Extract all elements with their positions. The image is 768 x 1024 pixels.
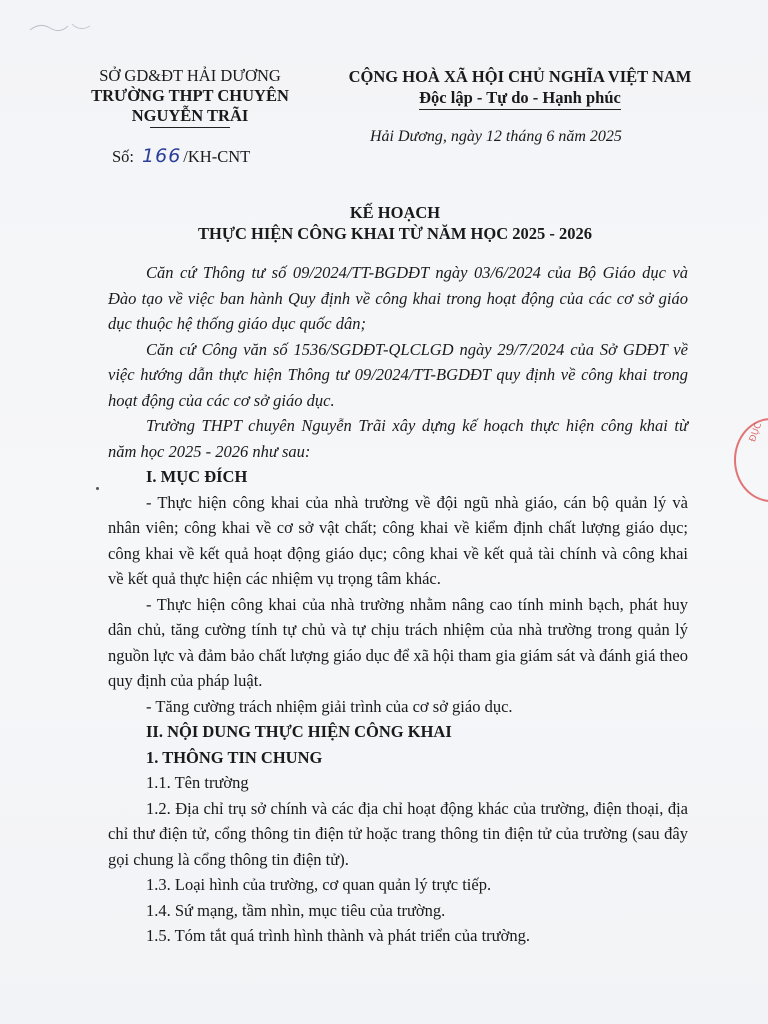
item-1-3: 1.3. Loại hình của trường, cơ quan quản lý trực tiếp. bbox=[146, 875, 492, 894]
item-1-4: 1.4. Sứ mạng, tầm nhìn, mục tiêu của trường. bbox=[146, 900, 446, 920]
doc-number-suffix: /KH-CNT bbox=[183, 147, 251, 166]
preamble-paragraph-2: Căn cứ Công văn số 1536/SGDĐT-QLCLGD ngày 29/7/2024 của Sở GDĐT về việc hướng dẫn thực hiện Thông tư 09/2024/TT-BGDĐT quy định về công khai trong hoạt động của các cơ sở giáo dục. bbox=[108, 339, 688, 410]
nation-name: CỘNG HOÀ XÃ HỘI CHỦ NGHĨA VIỆT NAM bbox=[348, 67, 692, 86]
title-line1: KẾ HOẠCH bbox=[349, 203, 441, 222]
issuer-department: SỞ GD&ĐT HẢI DƯƠNG bbox=[99, 66, 281, 85]
title-line2: THỰC HIỆN CÔNG KHAI TỪ NĂM HỌC 2025 - 2026 bbox=[197, 224, 593, 243]
section-2-heading: II. NỘI DUNG THỰC HIỆN CÔNG KHAI bbox=[146, 722, 452, 741]
scan-smudge-mark bbox=[28, 18, 98, 40]
item-1-2: 1.2. Địa chỉ trụ sở chính và các địa chỉ hoạt động khác của trường, điện thoại, địa chỉ thư điện tử, cổng thông tin điện tử hoặc trang thông tin điện tử của trường (sau đây gọi chung là cổng thông tin điện tử). bbox=[108, 798, 688, 869]
doc-number-label: Số: bbox=[112, 147, 135, 166]
red-seal-stamp-text: ĐỤC bbox=[748, 421, 765, 444]
doc-number-handwritten: 166 bbox=[142, 145, 182, 167]
issuer-block bbox=[80, 66, 300, 128]
subsection-1-heading: 1. THÔNG TIN CHUNG bbox=[146, 747, 323, 767]
document-body bbox=[108, 260, 688, 949]
issuer-school-line2: NGUYỄN TRÃI bbox=[131, 106, 249, 125]
item-1-1: 1.1. Tên trường bbox=[146, 773, 249, 792]
item-1-5: 1.5. Tóm tắt quá trình hình thành và phát triển của trường. bbox=[146, 926, 530, 945]
issue-date: Hải Dương, ngày 12 tháng 6 năm 2025 bbox=[370, 128, 622, 145]
section-1-paragraph-1: - Thực hiện công khai của nhà trường về đội ngũ nhà giáo, cán bộ quản lý và nhân viên; công khai về cơ sở vật chất; công khai về kiểm định chất lượng giáo dục; công khai về kết quả hoạt động giáo dục; công khai về kết quả tài chính và công khai về kết quả thực hiện các nhiệm vụ trọng tâm khác. bbox=[108, 492, 688, 588]
issuer-underline bbox=[150, 127, 230, 128]
section-1-paragraph-3: - Tăng cường trách nhiệm giải trình của cơ sở giáo dục. bbox=[146, 696, 513, 716]
preamble-paragraph-3: Trường THPT chuyên Nguyễn Trãi xây dựng kế hoạch thực hiện công khai từ năm học 2025 - 2026 như sau: bbox=[108, 416, 688, 461]
preamble-paragraph-1: Căn cứ Thông tư số 09/2024/TT-BGDĐT ngày 03/6/2024 của Bộ Giáo dục và Đào tạo về việc ban hành Quy định về công khai trong hoạt động của các cơ sở giáo dục thuộc hệ thống giáo dục quốc dân; bbox=[108, 263, 688, 333]
document-title bbox=[0, 202, 768, 244]
margin-dot bbox=[96, 487, 99, 490]
section-1-heading: I. MỤC ĐÍCH bbox=[146, 467, 248, 486]
document-number bbox=[112, 145, 250, 167]
national-motto: Độc lập - Tự do - Hạnh phúc bbox=[419, 87, 621, 110]
issuer-school-line1: TRƯỜNG THPT CHUYÊN bbox=[91, 86, 289, 105]
section-1-paragraph-2: - Thực hiện công khai của nhà trường nhằm nâng cao tính minh bạch, phát huy dân chủ, tăng cường tính tự chủ và tự chịu trách nhiệm của nhà trường trong quản lý nguồn lực và đảm bảo chất lượng giáo dục để xã hội tham gia giám sát và đánh giá theo quy định của pháp luật. bbox=[108, 594, 688, 690]
national-header bbox=[330, 66, 710, 110]
